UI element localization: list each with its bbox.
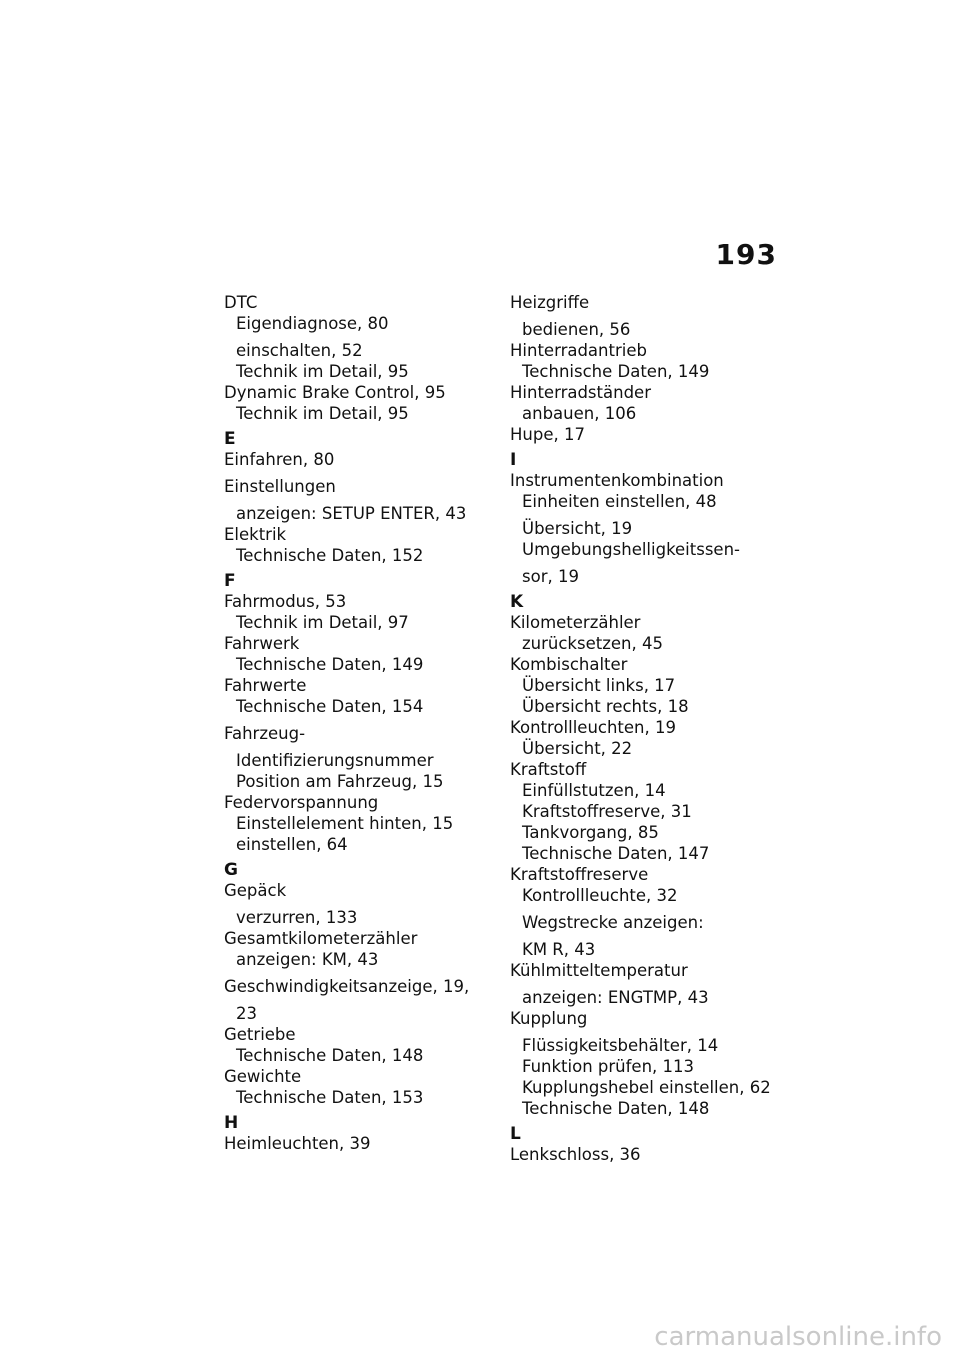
index-subentry: Technik im Detail, 95 bbox=[236, 404, 409, 423]
index-entry: Getriebe bbox=[224, 1025, 296, 1044]
watermark: carmanualsonline.info bbox=[654, 1322, 942, 1352]
index-subentry: Übersicht rechts, 18 bbox=[522, 697, 689, 716]
index-subentry: anzeigen: KM, 43 bbox=[236, 950, 379, 969]
index-subentry: Kraftstoffreserve, 31 bbox=[522, 802, 692, 821]
index-entry: Kupplung bbox=[510, 1009, 588, 1028]
index-entry: Dynamic Brake Control, 95 bbox=[224, 383, 446, 402]
index-column-right bbox=[510, 292, 780, 1165]
index-section-letter: H bbox=[224, 1113, 239, 1133]
index-entry: Fahrwerk bbox=[224, 634, 300, 653]
index-subentry: anzeigen: ENGTMP, 43 bbox=[522, 988, 709, 1007]
index-entry: Einstellungen bbox=[224, 477, 336, 496]
index-entry: Instrumentenkombination bbox=[510, 471, 724, 490]
index-subentry: Einheiten einstellen, 48 bbox=[522, 492, 717, 511]
index-subentry: Übersicht, 19 bbox=[522, 519, 633, 538]
index-entry: Einfahren, 80 bbox=[224, 450, 335, 469]
index-entry: Gewichte bbox=[224, 1067, 302, 1086]
index-entry: Gesamtkilometerzähler bbox=[224, 929, 418, 948]
index-subentry: Position am Fahrzeug, 15 bbox=[236, 772, 444, 791]
index-entry: Fahrzeug- bbox=[224, 724, 306, 743]
index-subentry: Eigendiagnose, 80 bbox=[236, 314, 389, 333]
index-entry: Geschwindigkeitsanzeige, 19, bbox=[224, 977, 470, 996]
index-entry: Kraftstoffreserve bbox=[510, 865, 649, 884]
index-entry: Kombischalter bbox=[510, 655, 628, 674]
index-subentry: Kontrollleuchte, 32 bbox=[522, 886, 678, 905]
index-entry: Fahrmodus, 53 bbox=[224, 592, 347, 611]
index-section-letter: E bbox=[224, 429, 236, 449]
index-subentry: Übersicht links, 17 bbox=[522, 676, 676, 695]
index-section-letter: L bbox=[510, 1124, 521, 1144]
index-entry: Hinterradantrieb bbox=[510, 341, 647, 360]
index-subentry: zurücksetzen, 45 bbox=[522, 634, 663, 653]
index-section-letter: K bbox=[510, 592, 524, 612]
index-subentry: Technik im Detail, 97 bbox=[236, 613, 409, 632]
index-subentry: Technische Daten, 148 bbox=[236, 1046, 424, 1065]
index-subentry: Technische Daten, 149 bbox=[522, 362, 710, 381]
index-subentry: 23 bbox=[236, 1004, 257, 1023]
index-subentry: Technische Daten, 149 bbox=[236, 655, 424, 674]
index-entry: DTC bbox=[224, 293, 258, 312]
index-entry: Hinterradständer bbox=[510, 383, 651, 402]
index-subentry: Funktion prüfen, 113 bbox=[522, 1057, 695, 1076]
index-subentry: einschalten, 52 bbox=[236, 341, 363, 360]
index-column-left bbox=[224, 292, 494, 1154]
index-subentry: Technik im Detail, 95 bbox=[236, 362, 409, 381]
page-number: 193 bbox=[715, 238, 777, 271]
index-entry: Heimleuchten, 39 bbox=[224, 1134, 371, 1153]
index-subentry: Technische Daten, 153 bbox=[236, 1088, 424, 1107]
index-subentry: Umgebungshelligkeitssen- bbox=[522, 540, 740, 559]
index-subentry: Tankvorgang, 85 bbox=[522, 823, 659, 842]
index-subentry: Kupplungshebel einstellen, 62 bbox=[522, 1078, 771, 1097]
index-subentry: Technische Daten, 152 bbox=[236, 546, 424, 565]
index-subentry: anzeigen: SETUP ENTER, 43 bbox=[236, 504, 467, 523]
index-entry: Kontrollleuchten, 19 bbox=[510, 718, 676, 737]
index-subentry: sor, 19 bbox=[522, 567, 579, 586]
index-entry: Kraftstoff bbox=[510, 760, 587, 779]
index-subentry: anbauen, 106 bbox=[522, 404, 637, 423]
index-subentry: Flüssigkeitsbehälter, 14 bbox=[522, 1036, 719, 1055]
index-subentry: einstellen, 64 bbox=[236, 835, 348, 854]
index-entry: Federvorspannung bbox=[224, 793, 379, 812]
index-subentry: Identifizierungsnummer bbox=[236, 751, 434, 770]
index-entry: Lenkschloss, 36 bbox=[510, 1145, 641, 1164]
index-subentry: Wegstrecke anzeigen: bbox=[522, 913, 704, 932]
index-entry: Kühlmitteltemperatur bbox=[510, 961, 688, 980]
index-section-letter: F bbox=[224, 571, 236, 591]
index-subentry: bedienen, 56 bbox=[522, 320, 631, 339]
index-subentry: Übersicht, 22 bbox=[522, 739, 633, 758]
index-subentry: Technische Daten, 147 bbox=[522, 844, 710, 863]
index-entry: Gepäck bbox=[224, 881, 287, 900]
index-entry: Elektrik bbox=[224, 525, 287, 544]
index-subentry: Einstellelement hinten, 15 bbox=[236, 814, 454, 833]
index-subentry: Einfüllstutzen, 14 bbox=[522, 781, 666, 800]
index-subentry: Technische Daten, 154 bbox=[236, 697, 424, 716]
index-subentry: KM R, 43 bbox=[522, 940, 596, 959]
index-section-letter: I bbox=[510, 450, 517, 470]
index-entry: Heizgriffe bbox=[510, 293, 590, 312]
index-entry: Hupe, 17 bbox=[510, 425, 585, 444]
index-subentry: Technische Daten, 148 bbox=[522, 1099, 710, 1118]
index-entry: Fahrwerte bbox=[224, 676, 307, 695]
index-entry: Kilometerzähler bbox=[510, 613, 641, 632]
index-subentry: verzurren, 133 bbox=[236, 908, 358, 927]
index-section-letter: G bbox=[224, 860, 238, 880]
